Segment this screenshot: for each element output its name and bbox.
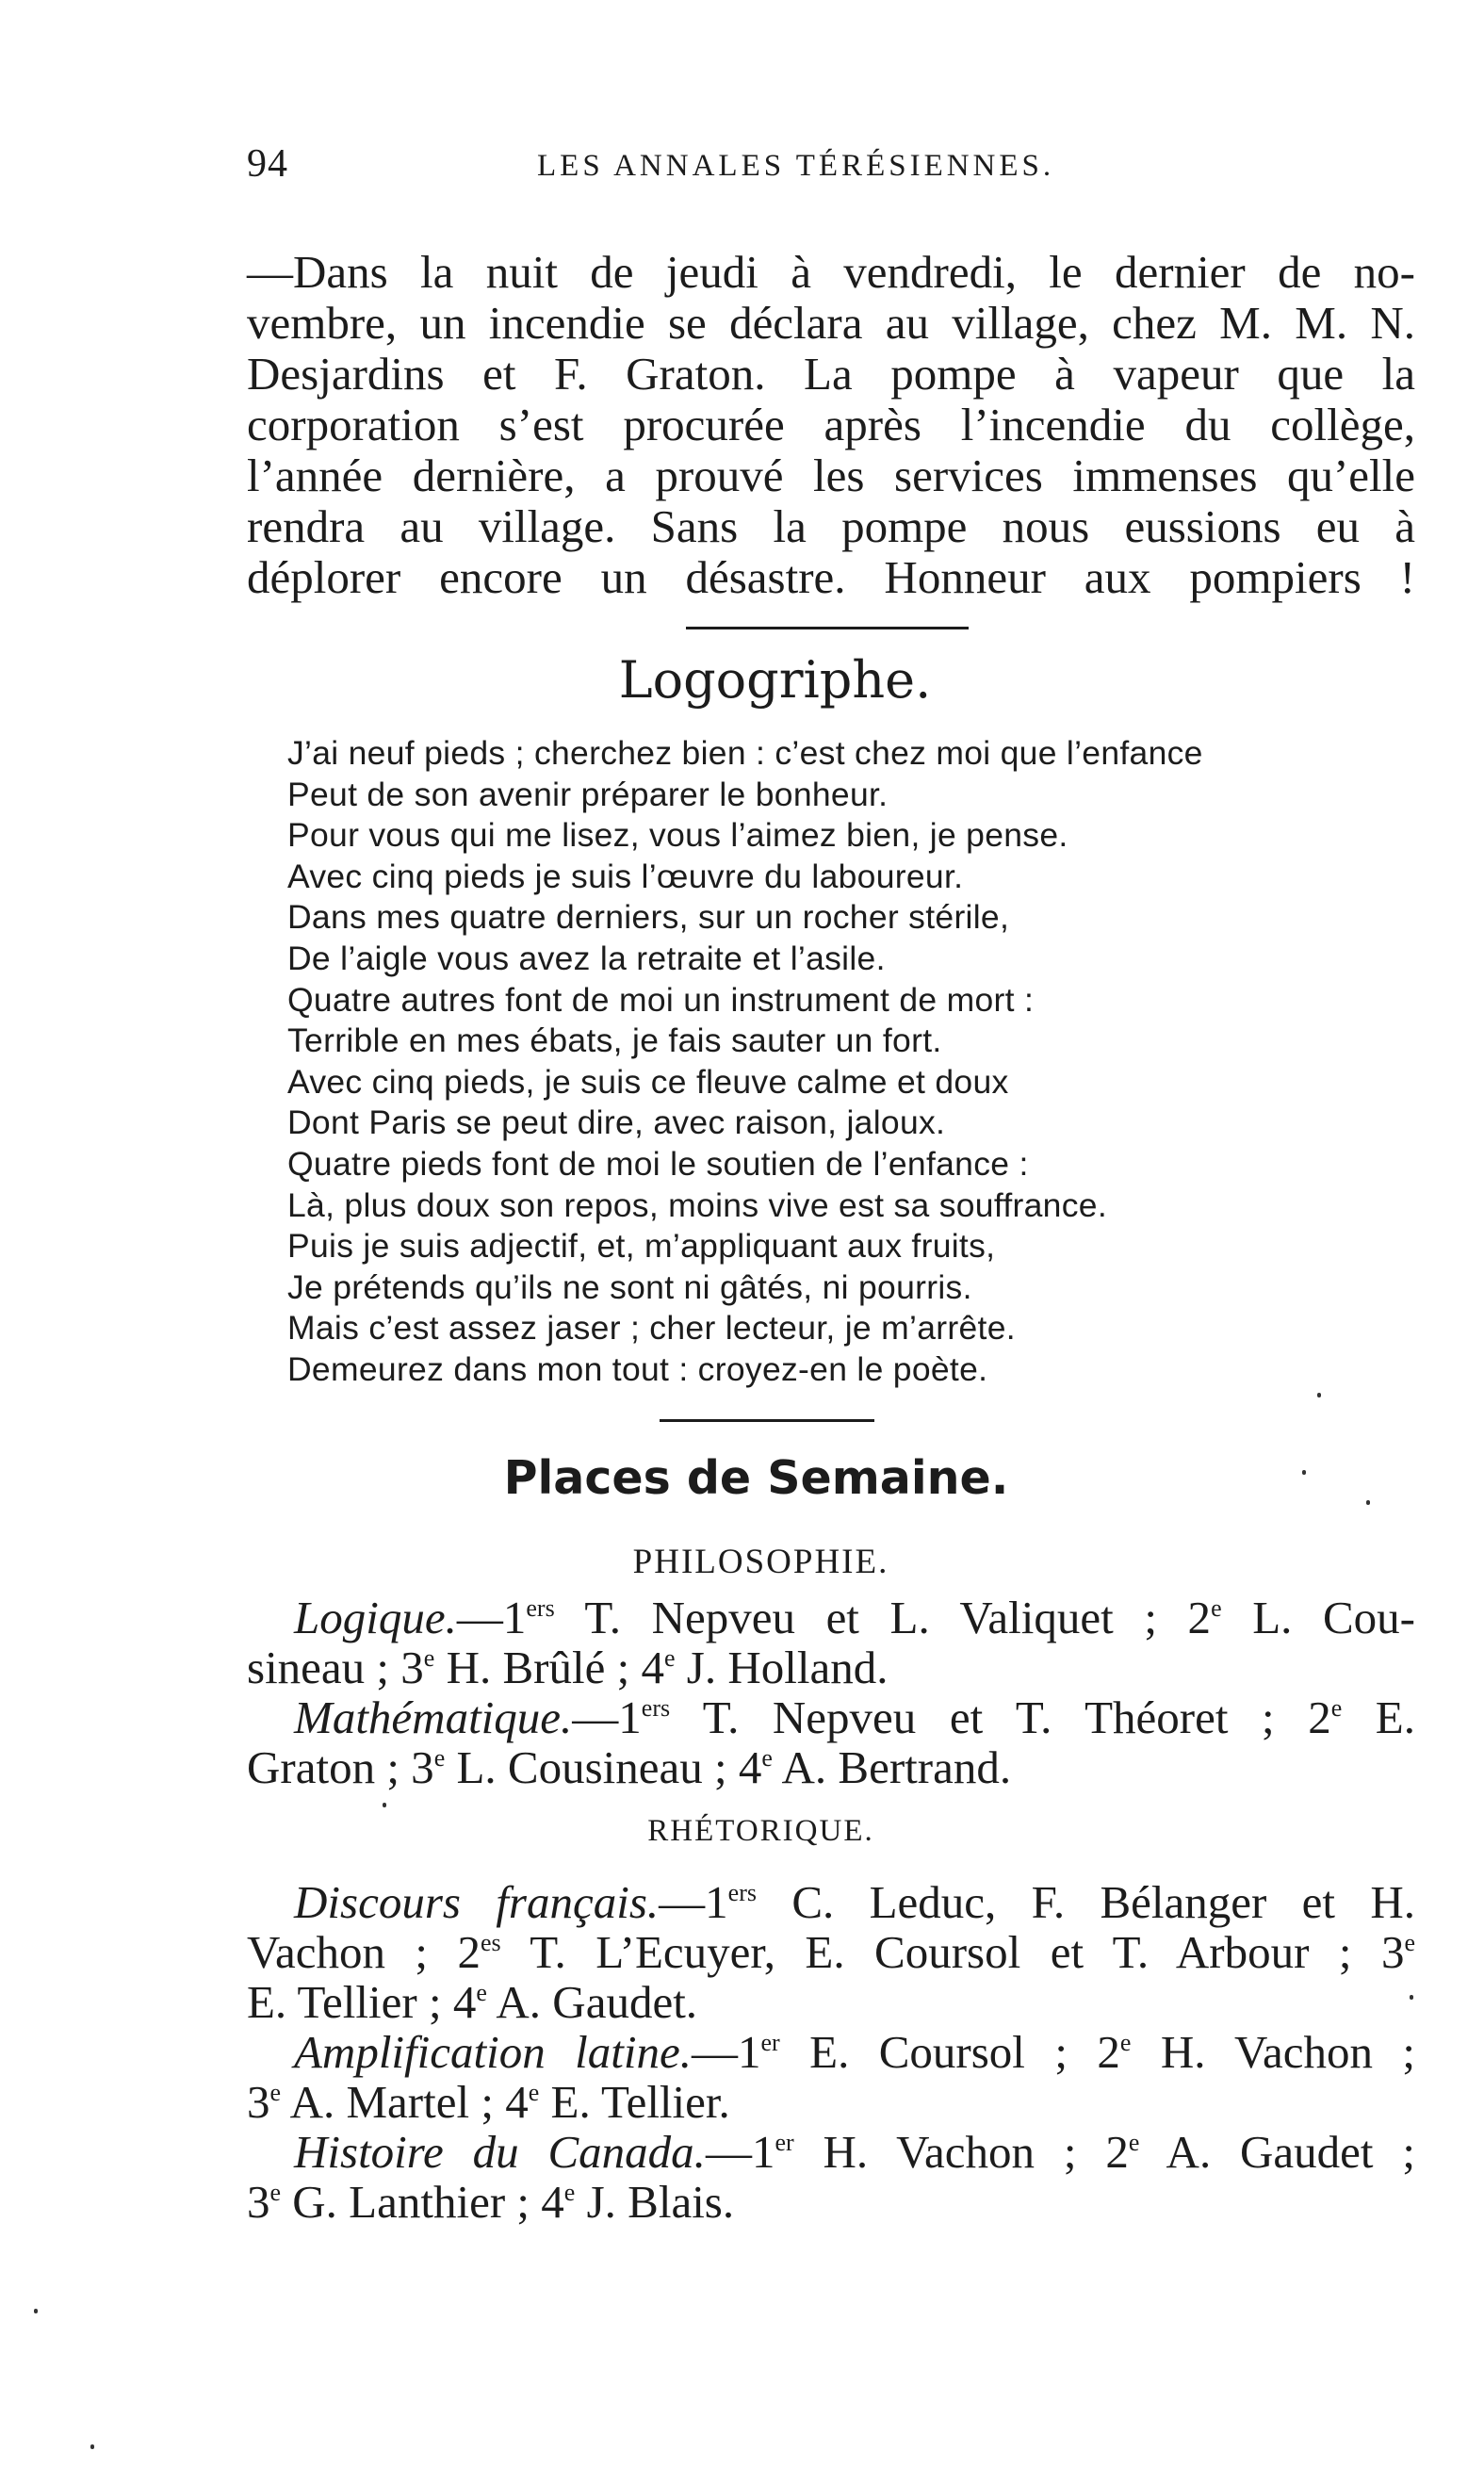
rank-sup: er: [760, 2029, 780, 2056]
rank-sup: ers: [727, 1879, 757, 1906]
rank-sup: e: [423, 1644, 435, 1672]
news-line: corporation s’est procurée après l’incendie du collège,: [247, 399, 1415, 450]
poem-verse: Avec cinq pieds je suis l’œuvre du laboureur.: [287, 857, 964, 895]
rank-sup: e: [1128, 2129, 1140, 2156]
rank-sup: e: [269, 2079, 282, 2106]
names-text: E. Tellier ; 4: [247, 1976, 477, 2028]
print-speck: [1302, 1470, 1306, 1475]
poem-verse: Peut de son avenir préparer le bonheur.: [287, 775, 889, 813]
news-line: —Dans la nuit de jeudi à vendredi, le dernier de no-: [247, 246, 1415, 298]
logique-label: Logique.: [294, 1592, 457, 1643]
rank-text: —1: [456, 1592, 527, 1643]
names-text: E. Tellier.: [539, 2076, 730, 2128]
rhetorique-entries: [247, 1877, 1415, 2227]
rank-text: —1: [572, 1691, 642, 1743]
names-text: T. L’Ecuyer, E. Coursol et T. Arbour ; 3: [500, 1926, 1405, 1978]
discours-line: [247, 1877, 1415, 1927]
logique-line: [247, 1642, 1415, 1692]
rank-sup: e: [528, 2079, 540, 2106]
names-text: C. Leduc, F. Bélanger et H.: [756, 1876, 1415, 1928]
rank-text: —1: [659, 1876, 728, 1928]
poem-verse: Avec cinq pieds, je suis ce fleuve calme et doux: [287, 1062, 1009, 1101]
rank-sup: e: [1211, 1594, 1222, 1622]
discours-line: [247, 1977, 1415, 2027]
section-divider: [686, 627, 969, 629]
poem-verse: Demeurez dans mon tout : croyez-en le poète.: [287, 1349, 988, 1388]
names-text: H. Vachon ; 2: [793, 2126, 1129, 2178]
names-text: A. Bertrand.: [772, 1741, 1012, 1793]
math-label: Mathématique.: [294, 1691, 573, 1743]
page-number: 94: [247, 142, 288, 186]
philosophie-entries: [247, 1593, 1415, 1792]
histoire-line: [247, 2177, 1415, 2227]
poem-verse: Puis je suis adjectif, et, m’appliquant aux fruits,: [287, 1227, 996, 1266]
rank-sup: e: [1330, 1694, 1343, 1722]
print-speck: [34, 2309, 38, 2313]
discours-line: [247, 1927, 1415, 1977]
names-text: E.: [1342, 1691, 1415, 1743]
news-paragraph: [247, 247, 1415, 603]
names-text: G. Lanthier ; 4: [281, 2176, 564, 2228]
histoire-label: Histoire du Canada.: [294, 2126, 706, 2178]
names-text: L. Cousineau ; 4: [445, 1741, 762, 1793]
rank-sup: ers: [641, 1694, 671, 1722]
names-text: A. Martel ; 4: [281, 2076, 529, 2128]
print-speck: [1366, 1500, 1370, 1505]
histoire-line: [247, 2127, 1415, 2177]
math-line: [247, 1692, 1415, 1742]
rank-text: —1: [705, 2126, 775, 2178]
logogriphe-poem: [287, 733, 1418, 1391]
names-text: sineau ; 3: [247, 1642, 424, 1693]
rank-text: —1: [692, 2026, 761, 2078]
places-title: Places de Semaine.: [503, 1451, 1009, 1505]
poem-verse: Là, plus doux son repos, moins vive est sa souffrance.: [287, 1185, 1107, 1224]
running-title: LES ANNALES TÉRÉSIENNES.: [537, 149, 1055, 183]
math-line: [247, 1742, 1415, 1792]
logogriphe-title: Logogriphe.: [618, 650, 932, 710]
print-speck: [1317, 1393, 1321, 1397]
names-text: E. Coursol ; 2: [779, 2026, 1120, 2078]
names-text: Graton ; 3: [247, 1741, 434, 1793]
poem-verse: Mais c’est assez jaser ; cher lecteur, je m’arrête.: [287, 1309, 1016, 1348]
poem-verse: Quatre autres font de moi un instrument de mort :: [287, 980, 1035, 1019]
names-text: 3: [247, 2176, 270, 2228]
poem-verse: Je prétends qu’ils ne sont ni gâtés, ni pourris.: [287, 1267, 972, 1306]
print-speck: [90, 2444, 94, 2449]
news-line: vembre, un incendie se déclara au village, chez M. M. N.: [247, 297, 1415, 349]
philosophie-heading: PHILOSOPHIE.: [632, 1543, 889, 1581]
rank-sup: es: [480, 1929, 501, 1956]
rank-sup: er: [775, 2129, 794, 2156]
rank-sup: e: [663, 1644, 676, 1672]
names-text: H. Vachon ;: [1131, 2026, 1415, 2078]
names-text: L. Cou-: [1221, 1592, 1416, 1643]
names-text: J. Blais.: [575, 2176, 735, 2228]
rank-sup: e: [433, 1744, 446, 1772]
rank-sup: ers: [526, 1594, 555, 1622]
ampli-line: [247, 2077, 1415, 2127]
news-line: rendra au village. Sans la pompe nous eussions eu à: [247, 500, 1415, 552]
poem-verse: Dans mes quatre derniers, sur un rocher stérile,: [287, 898, 1010, 937]
ampli-line: [247, 2027, 1415, 2077]
names-text: H. Brûlé ; 4: [434, 1642, 664, 1693]
rank-sup: e: [269, 2179, 282, 2206]
names-text: T. Nepveu et T. Théoret ; 2: [670, 1691, 1331, 1743]
names-text: T. Nepveu et L. Valiquet ; 2: [554, 1592, 1212, 1643]
ampli-label: Amplification latine.: [294, 2026, 693, 2078]
names-text: A. Gaudet ;: [1139, 2126, 1415, 2178]
poem-verse: Dont Paris se peut dire, avec raison, jaloux.: [287, 1103, 946, 1142]
page-header: [247, 141, 1415, 198]
section-divider: [660, 1419, 874, 1422]
news-line: Desjardins et F. Graton. La pompe à vapeur que la: [247, 348, 1415, 400]
rank-sup: e: [1119, 2029, 1132, 2056]
poem-verse: Terrible en mes ébats, je fais sauter un fort.: [287, 1021, 942, 1060]
news-line: l’année dernière, a prouvé les services immenses qu’elle: [247, 449, 1415, 501]
names-text: J. Holland.: [675, 1642, 889, 1693]
rank-sup: e: [476, 1979, 487, 2006]
rank-sup: e: [563, 2179, 576, 2206]
rhetorique-heading: RHÉTORIQUE.: [647, 1814, 874, 1848]
poem-verse: J’ai neuf pieds ; cherchez bien : c’est chez moi que l’enfance: [287, 734, 1203, 772]
names-text: 3: [247, 2076, 270, 2128]
discours-label: Discours français.: [294, 1876, 660, 1928]
print-speck: [1410, 1995, 1413, 2000]
logique-line: [247, 1593, 1415, 1642]
news-line: déplorer encore un désastre. Honneur aux pompiers !: [247, 551, 1415, 603]
poem-verse: De l’aigle vous avez la retraite et l’asile.: [287, 939, 886, 977]
names-text: Vachon ; 2: [247, 1926, 481, 1978]
poem-verse: Pour vous qui me lisez, vous l’aimez bien, je pense.: [287, 816, 1068, 855]
print-speck: [383, 1803, 386, 1807]
rank-sup: e: [761, 1744, 773, 1772]
names-text: A. Gaudet.: [486, 1976, 698, 2028]
poem-verse: Quatre pieds font de moi le soutien de l’enfance :: [287, 1144, 1029, 1183]
rank-sup: e: [1404, 1929, 1415, 1956]
